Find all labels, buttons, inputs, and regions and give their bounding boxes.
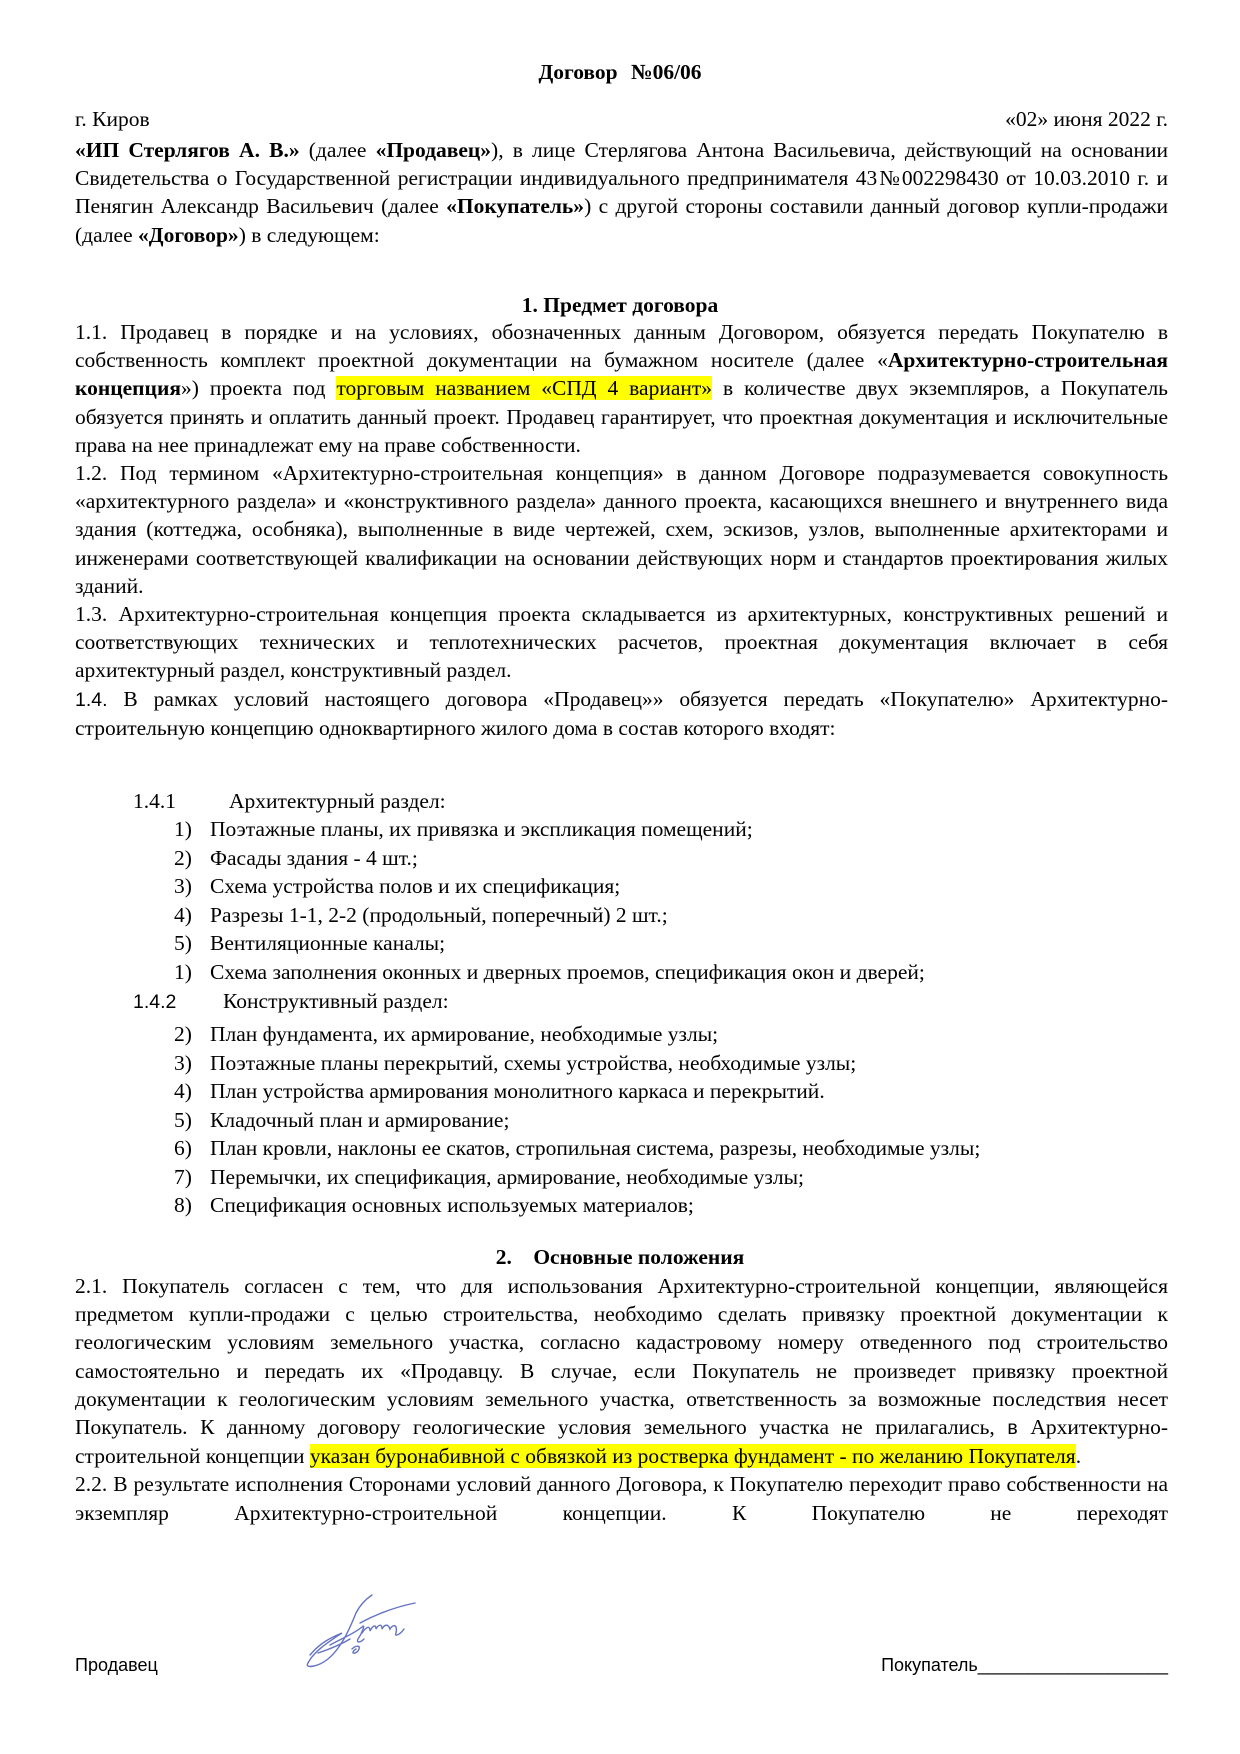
- item-text: План фундамента, их армирование, необходимые узлы;: [210, 1022, 719, 1046]
- seller-name: «ИП Стерлягов А. В.»: [75, 138, 300, 162]
- item-text: Фасады здания - 4 шт.;: [210, 845, 418, 870]
- clause-1-2: [75, 459, 1168, 600]
- clause-text: в количестве двух экземпляров, а Покупатель обязуется принять и оплатить данный проект. Продавец гарантирует, что проектная документация и исключительные права на нее принадлежат ему на праве собственности.: [75, 376, 1168, 457]
- list-item: [174, 1191, 980, 1220]
- item-number: 4): [174, 902, 192, 927]
- buyer-term: «Покупатель»: [446, 194, 585, 219]
- list-item: [174, 1163, 980, 1192]
- item-number: 3): [174, 1050, 192, 1075]
- list-item: [174, 1106, 980, 1135]
- item-number: 2): [174, 1022, 192, 1046]
- clause-text: Продавец в порядке и на условиях, обозначенных данным Договором, обязуется передать Покупателю в собственность комплект проектной документации на бумажном носителе (далее «: [75, 320, 1168, 373]
- list-item: [174, 1049, 980, 1078]
- item-number: 2): [174, 845, 192, 870]
- clause-text: .: [1075, 1444, 1082, 1469]
- title-word: Договор: [538, 60, 618, 84]
- architectural-items-list: [174, 815, 925, 986]
- clause-number: 1.4.: [75, 688, 108, 711]
- clause-1-4: [75, 685, 1168, 742]
- buyer-signature-line: Покупатель___________________: [881, 1655, 1168, 1675]
- clause-text: Покупатель согласен с тем, что для использования Архитектурно-строительной концепции, являющейся предметом купли-продажи с целью строительства, необходимо сделать привязку проектной документации к геологическим условиям земельного участка, согласно кадастровому номеру отведенного под строительство самостоятельно и передать их «Продавцу. В случае, если Покупатель не произведет привязку проектной документации к геологическим условиям земельного участка, ответственность за возможные последствия несет Покупатель. К данному договору геологические условия земельного участка не прилагались,: [75, 1274, 1168, 1440]
- list-item: [174, 1020, 980, 1049]
- list-item: [174, 1077, 980, 1106]
- list-item: [174, 844, 925, 873]
- list-item: [174, 872, 925, 901]
- item-text: Спецификация основных используемых материалов;: [210, 1193, 694, 1217]
- clause-text: В рамках условий настоящего договора «Продавец»» обязуется передать «Покупателю» Архитектурно-строительную концепцию одноквартирного жилого дома в состав которого входят:: [75, 686, 1168, 740]
- highlighted-foundation-note: указан буронабивной с обвязкой из ростверка фундамент - по желанию Покупателя: [309, 1444, 1076, 1469]
- item-number: 3): [174, 874, 192, 898]
- subsection-1-4-2: [133, 987, 449, 1016]
- concept-term: Архитектурно-строительная концепция: [75, 348, 1168, 401]
- item-text: Поэтажные планы, их привязка и экспликация помещений;: [210, 817, 753, 841]
- highlighted-trade-name: торговым названием «СПД 4 вариант»: [336, 376, 713, 401]
- item-number: 7): [174, 1164, 192, 1189]
- item-text: Схема заполнения оконных и дверных проемов, спецификация окон и дверей;: [210, 959, 925, 984]
- item-number: 1): [174, 959, 192, 984]
- clause-text: в: [1007, 1417, 1018, 1440]
- item-text: План устройства армирования монолитного каркаса и перекрытий.: [210, 1079, 825, 1103]
- clause-text: Архитектурно-строительная концепция проекта складывается из архитектурных, конструктивных решений и соответствующих технических и теплотехнических расчетов, проектная документация включает в себя архитектурный раздел, конструктивный раздел.: [75, 602, 1168, 683]
- structural-items-list: [174, 1020, 980, 1220]
- contract-number: №06/06: [630, 60, 702, 84]
- preamble-text: ), в лице Стерлягова Антона Васильевича, действующий на основании Свидетельства о Государственной регистрации индивидуального предпринимателя 43№002298430 от 10.03.2010 г. и Пенягин Александр Васильевич (далее: [75, 138, 1168, 219]
- clause-1-3: [75, 600, 1168, 685]
- subsection-label: Архитектурный раздел:: [229, 789, 446, 813]
- section-2-body: [75, 1272, 1168, 1527]
- document-title: [0, 60, 1240, 85]
- preamble-text: ) с другой стороны составили данный договор купли-продажи (далее: [75, 194, 1168, 247]
- preamble-text: (далее: [299, 138, 376, 162]
- list-item: [174, 1134, 980, 1163]
- clause-number: 1.2.: [75, 461, 108, 486]
- seller-term: «Продавец»: [375, 138, 492, 162]
- list-item: [174, 929, 925, 958]
- item-text: Перемычки, их спецификация, армирование, необходимые узлы;: [210, 1164, 804, 1189]
- preamble: [75, 136, 1168, 249]
- list-item: [174, 901, 925, 930]
- clause-number: 2.1.: [75, 1274, 108, 1298]
- city-date-line: [75, 107, 1168, 132]
- clause-number: 1.3.: [75, 602, 108, 627]
- list-item: [174, 815, 925, 844]
- section-1-title: 1. Предмет договора: [521, 293, 719, 317]
- item-number: 5): [174, 1107, 192, 1132]
- contract-date: «02» июня 2022 г.: [1005, 107, 1168, 131]
- item-text: Схема устройства полов и их спецификация;: [210, 874, 621, 898]
- item-number: 6): [174, 1136, 192, 1160]
- clause-2-2: [75, 1470, 1168, 1526]
- city: г. Киров: [75, 107, 150, 131]
- contract-term: «Договор»: [138, 222, 239, 247]
- subsection-number: 1.4.2: [133, 991, 177, 1013]
- clause-number: 1.1.: [75, 320, 108, 344]
- section-2-title: 2. Основные положения: [495, 1245, 745, 1269]
- clause-text: В результате исполнения Сторонами условий данного Договора, к Покупателю переходит право собственности на экземпляр Архитектурно-строительной концепции. К Покупателю не переходят: [75, 1472, 1168, 1525]
- subsection-1-4-1: [133, 787, 446, 815]
- item-text: Разрезы 1-1, 2-2 (продольный, поперечный) 2 шт.;: [210, 902, 668, 927]
- clause-text: Архитектурно-строительной концепции: [75, 1415, 1168, 1469]
- item-text: Кладочный план и армирование;: [210, 1107, 510, 1132]
- clause-text: Под термином «Архитектурно-строительная концепция» в данном Договоре подразумевается совокупность «архитектурного раздела» и «конструктивного раздела» данного проекта, касающихся внешнего и внутреннего вида здания (коттеджа, особняка), выполненные в виде чертежей, схем, эскизов, узлов, выполненные архитекторами и инженерами соответствующей квалификации на основании действующих норм и стандартов проектирования жилых зданий.: [75, 461, 1168, 598]
- item-text: Вентиляционные каналы;: [210, 931, 446, 955]
- item-number: 1): [174, 817, 192, 841]
- preamble-text: ) в следующем:: [238, 222, 380, 247]
- clause-text: ») проекта под: [180, 376, 337, 401]
- item-number: 8): [174, 1193, 192, 1217]
- clause-2-1: [75, 1272, 1168, 1470]
- subsection-number: 1.4.1: [133, 789, 176, 813]
- item-text: План кровли, наклоны ее скатов, стропильная система, разрезы, необходимые узлы;: [210, 1136, 981, 1160]
- signature-row: [75, 1655, 1168, 1685]
- item-number: 5): [174, 931, 192, 955]
- item-text: Поэтажные планы перекрытий, схемы устройства, необходимые узлы;: [210, 1050, 857, 1075]
- clause-1-1: [75, 318, 1168, 459]
- seller-signature-label: Продавец: [75, 1655, 158, 1675]
- section-1-body: [75, 318, 1168, 742]
- item-number: 4): [174, 1079, 192, 1103]
- list-item: [174, 958, 925, 987]
- clause-number: 2.2.: [75, 1472, 108, 1497]
- subsection-label: Конструктивный раздел:: [223, 989, 449, 1013]
